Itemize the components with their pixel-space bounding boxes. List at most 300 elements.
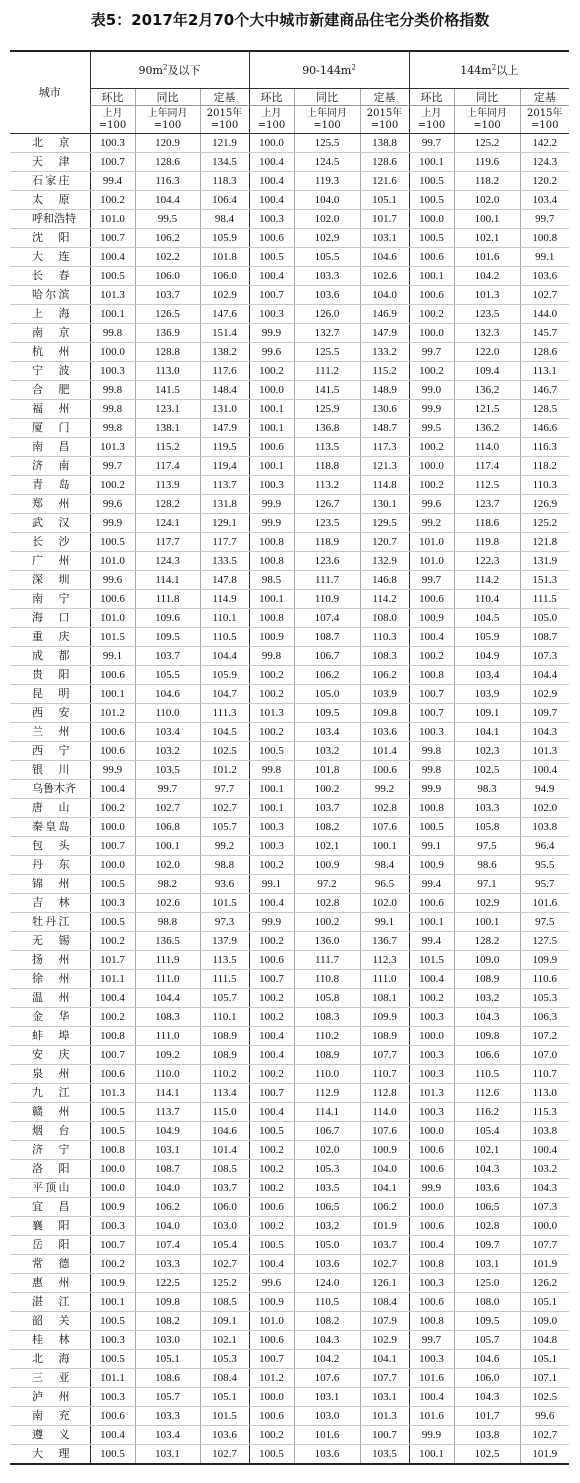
city-name: 洛 阳 (10, 1160, 90, 1179)
index-value: 141.5 (135, 381, 200, 400)
index-value: 106.2 (294, 666, 360, 685)
index-value: 97.3 (200, 913, 249, 932)
index-value: 100.3 (249, 818, 294, 837)
index-value: 132.7 (294, 324, 360, 343)
index-value: 99.1 (520, 248, 569, 267)
index-value: 138.8 (360, 134, 409, 153)
index-value: 105.4 (454, 1122, 520, 1141)
city-name: 南 充 (10, 1407, 90, 1426)
index-value: 101.0 (90, 609, 135, 628)
index-value: 99.1 (249, 875, 294, 894)
table-row (10, 1388, 569, 1407)
table-row (10, 533, 569, 552)
index-value: 99.9 (90, 514, 135, 533)
index-value: 101.9 (360, 1217, 409, 1236)
index-value: 126.7 (294, 495, 360, 514)
table-row (10, 1445, 569, 1465)
index-value: 116.3 (135, 172, 200, 191)
index-value: 112.9 (294, 1084, 360, 1103)
index-value: 120.2 (520, 172, 569, 191)
index-value: 99.1 (90, 647, 135, 666)
index-value: 136.2 (454, 381, 520, 400)
index-value: 95.7 (520, 875, 569, 894)
city-name: 西 宁 (10, 742, 90, 761)
index-value: 100.0 (409, 1198, 454, 1217)
index-value: 106.0 (454, 1369, 520, 1388)
index-value: 100.3 (409, 1065, 454, 1084)
index-value: 102.1 (454, 229, 520, 248)
index-value: 99.7 (520, 210, 569, 229)
index-value: 105.0 (294, 685, 360, 704)
index-value: 106.5 (294, 1198, 360, 1217)
base-value: =100 (313, 119, 341, 131)
index-value: 100.1 (90, 1293, 135, 1312)
index-value: 100.4 (90, 248, 135, 267)
base-header (294, 106, 360, 134)
index-value: 101.7 (454, 1407, 520, 1426)
index-value: 102.3 (454, 742, 520, 761)
index-value: 151.4 (200, 324, 249, 343)
city-name: 石家庄 (10, 172, 90, 191)
index-value: 100.5 (90, 1445, 135, 1465)
index-value: 99.1 (409, 837, 454, 856)
index-value: 100.4 (249, 1255, 294, 1274)
index-value: 119.4 (200, 457, 249, 476)
sub-header: 环比 (409, 89, 454, 106)
index-value: 100.2 (249, 932, 294, 951)
index-value: 100.4 (249, 894, 294, 913)
table-row (10, 894, 569, 913)
index-value: 98.4 (360, 856, 409, 875)
city-name: 宁 波 (10, 362, 90, 381)
index-value: 104.2 (294, 1350, 360, 1369)
index-value: 103.1 (360, 1388, 409, 1407)
index-value: 103.7 (135, 647, 200, 666)
index-value: 99.8 (90, 419, 135, 438)
index-value: 100.5 (90, 1122, 135, 1141)
city-name: 大 连 (10, 248, 90, 267)
base-label: 2015年 (527, 107, 563, 119)
index-value: 103.7 (294, 799, 360, 818)
index-value: 108.3 (294, 1008, 360, 1027)
table-row (10, 343, 569, 362)
index-value: 118.9 (294, 533, 360, 552)
index-value: 104.6 (200, 1122, 249, 1141)
index-value: 100.8 (409, 799, 454, 818)
index-value: 117.7 (135, 533, 200, 552)
index-value: 131.8 (200, 495, 249, 514)
index-value: 100.6 (249, 229, 294, 248)
base-header (249, 106, 294, 134)
index-value: 99.2 (360, 780, 409, 799)
index-value: 100.2 (409, 305, 454, 324)
index-value: 128.6 (135, 153, 200, 172)
city-name: 九 江 (10, 1084, 90, 1103)
index-value: 104.9 (454, 647, 520, 666)
index-value: 100.5 (409, 818, 454, 837)
base-value: =100 (370, 119, 399, 131)
index-value: 113.2 (294, 476, 360, 495)
index-value: 100.1 (249, 419, 294, 438)
index-value: 108.0 (454, 1293, 520, 1312)
index-value: 102.9 (360, 1331, 409, 1350)
table-row (10, 932, 569, 951)
index-value: 99.9 (409, 400, 454, 419)
index-value: 103.6 (294, 1445, 360, 1465)
index-value: 103.4 (294, 723, 360, 742)
index-value: 104.3 (454, 1008, 520, 1027)
index-value: 107.4 (135, 1236, 200, 1255)
index-value: 101.3 (454, 286, 520, 305)
index-value: 109.1 (454, 704, 520, 723)
index-value: 100.5 (249, 1445, 294, 1465)
index-value: 108.4 (360, 1293, 409, 1312)
index-value: 99.6 (90, 571, 135, 590)
index-value: 100.7 (249, 970, 294, 989)
index-value: 100.4 (249, 1103, 294, 1122)
index-value: 113.7 (200, 476, 249, 495)
base-header (135, 106, 200, 134)
index-value: 104.5 (454, 609, 520, 628)
index-value: 134.5 (200, 153, 249, 172)
index-value: 136.7 (360, 932, 409, 951)
base-label: 上年同月 (147, 107, 188, 119)
index-value: 104.3 (454, 1388, 520, 1407)
index-value: 97.2 (294, 875, 360, 894)
index-value: 100.4 (249, 1046, 294, 1065)
index-value: 100.4 (409, 970, 454, 989)
index-value: 100.0 (249, 1388, 294, 1407)
index-value: 100.3 (90, 894, 135, 913)
index-value: 100.2 (409, 362, 454, 381)
index-value: 112.3 (360, 951, 409, 970)
index-value: 100.4 (90, 989, 135, 1008)
sub-header: 环比 (249, 89, 294, 106)
index-value: 100.2 (249, 989, 294, 1008)
city-name: 赣 州 (10, 1103, 90, 1122)
index-value: 148.4 (200, 381, 249, 400)
table-row (10, 286, 569, 305)
table-row (10, 628, 569, 647)
index-value: 100.5 (90, 1350, 135, 1369)
base-header (360, 106, 409, 134)
index-value: 100.2 (90, 476, 135, 495)
index-value: 104.0 (360, 1160, 409, 1179)
index-value: 125.0 (454, 1274, 520, 1293)
index-value: 100.4 (249, 153, 294, 172)
index-value: 98.8 (135, 913, 200, 932)
city-name: 襄 阳 (10, 1217, 90, 1236)
index-value: 146.7 (520, 381, 569, 400)
index-value: 100.5 (409, 191, 454, 210)
city-name: 秦皇岛 (10, 818, 90, 837)
index-value: 99.8 (249, 647, 294, 666)
index-value: 104.2 (454, 267, 520, 286)
index-value: 103.0 (294, 1407, 360, 1426)
index-value: 100.2 (249, 362, 294, 381)
index-value: 99.9 (249, 495, 294, 514)
index-value: 123.5 (454, 305, 520, 324)
index-value: 106.2 (360, 666, 409, 685)
index-value: 100.1 (409, 913, 454, 932)
index-value: 100.2 (90, 1255, 135, 1274)
city-name: 遵 义 (10, 1426, 90, 1445)
base-value: =100 (473, 119, 501, 131)
index-value: 104.1 (360, 1350, 409, 1369)
index-value: 99.2 (409, 514, 454, 533)
index-value: 100.5 (249, 1236, 294, 1255)
index-value: 103.6 (294, 1255, 360, 1274)
index-value: 100.9 (249, 1293, 294, 1312)
index-value: 100.3 (249, 476, 294, 495)
index-value: 107.3 (520, 647, 569, 666)
index-value: 100.2 (294, 913, 360, 932)
index-value: 99.9 (249, 324, 294, 343)
index-value: 105.5 (135, 666, 200, 685)
index-value: 126.1 (360, 1274, 409, 1293)
index-value: 104.3 (454, 1160, 520, 1179)
index-value: 100.0 (90, 856, 135, 875)
table-row (10, 1198, 569, 1217)
index-value: 109.6 (135, 609, 200, 628)
city-name: 温 州 (10, 989, 90, 1008)
index-value: 105.1 (135, 1350, 200, 1369)
city-name: 常 德 (10, 1255, 90, 1274)
index-value: 104.3 (520, 723, 569, 742)
index-value: 105.5 (294, 248, 360, 267)
index-value: 100.0 (409, 1027, 454, 1046)
index-value: 131.0 (200, 400, 249, 419)
index-value: 136.8 (294, 419, 360, 438)
index-value: 121.8 (520, 533, 569, 552)
index-value: 101.3 (409, 1084, 454, 1103)
index-value: 106.5 (454, 1198, 520, 1217)
index-value: 131.9 (520, 552, 569, 571)
index-value: 100.6 (249, 438, 294, 457)
index-value: 105.8 (454, 818, 520, 837)
index-value: 100.3 (90, 1388, 135, 1407)
index-value: 103.1 (454, 1255, 520, 1274)
city-name: 天 津 (10, 153, 90, 172)
index-value: 107.0 (520, 1046, 569, 1065)
index-value: 99.5 (409, 419, 454, 438)
index-value: 103.2 (294, 1217, 360, 1236)
index-value: 102.7 (200, 1255, 249, 1274)
index-value: 117.7 (200, 533, 249, 552)
index-value: 99.8 (90, 381, 135, 400)
index-value: 107.3 (520, 1198, 569, 1217)
index-value: 111.0 (135, 970, 200, 989)
index-value: 100.8 (520, 229, 569, 248)
index-value: 104.6 (360, 248, 409, 267)
index-value: 110.0 (294, 1065, 360, 1084)
index-value: 100.2 (249, 1160, 294, 1179)
index-value: 100.6 (409, 1293, 454, 1312)
index-value: 111.0 (135, 1027, 200, 1046)
table-row (10, 1274, 569, 1293)
index-value: 101.4 (200, 1141, 249, 1160)
index-value: 101.0 (409, 552, 454, 571)
index-value: 110.1 (200, 1008, 249, 1027)
index-value: 121.5 (454, 400, 520, 419)
index-value: 103.0 (200, 1217, 249, 1236)
index-value: 105.7 (200, 989, 249, 1008)
index-value: 100.9 (294, 856, 360, 875)
index-value: 103.5 (360, 1445, 409, 1465)
index-value: 105.9 (200, 666, 249, 685)
table-row (10, 970, 569, 989)
index-value: 102.5 (454, 1445, 520, 1465)
group-header-small: $90m^2$及以下 (90, 51, 249, 89)
index-value: 108.7 (135, 1160, 200, 1179)
index-value: 100.6 (90, 723, 135, 742)
index-value: 107.7 (360, 1046, 409, 1065)
index-value: 122.3 (454, 552, 520, 571)
base-label: 上月 (261, 107, 282, 119)
table-row (10, 324, 569, 343)
index-value: 108.0 (360, 609, 409, 628)
index-value: 100.4 (520, 761, 569, 780)
city-name: 韶 关 (10, 1312, 90, 1331)
city-name: 兰 州 (10, 723, 90, 742)
index-value: 101.3 (360, 1407, 409, 1426)
index-value: 104.1 (360, 1179, 409, 1198)
index-value: 110.0 (135, 704, 200, 723)
index-value: 102.0 (135, 856, 200, 875)
index-value: 106.7 (294, 1122, 360, 1141)
city-name: 安 庆 (10, 1046, 90, 1065)
index-value: 111.5 (200, 970, 249, 989)
city-name: 昆 明 (10, 685, 90, 704)
index-value: 123.6 (294, 552, 360, 571)
index-value: 104.8 (520, 1331, 569, 1350)
city-name: 济 南 (10, 457, 90, 476)
index-value: 109.8 (454, 1027, 520, 1046)
index-value: 104.5 (200, 723, 249, 742)
index-value: 99.6 (520, 1407, 569, 1426)
index-value: 101.0 (409, 533, 454, 552)
index-value: 113.1 (520, 362, 569, 381)
city-name: 岳 阳 (10, 1236, 90, 1255)
index-value: 100.7 (90, 1046, 135, 1065)
index-value: 113.0 (135, 362, 200, 381)
table-row (10, 134, 569, 153)
index-value: 125.5 (294, 134, 360, 153)
index-value: 120.9 (135, 134, 200, 153)
index-value: 115.2 (360, 362, 409, 381)
city-name: 西 安 (10, 704, 90, 723)
index-value: 99.5 (135, 210, 200, 229)
index-value: 102.1 (454, 1141, 520, 1160)
index-value: 100.1 (135, 837, 200, 856)
sub-header: 同比 (454, 89, 520, 106)
city-name: 平顶山 (10, 1179, 90, 1198)
city-name: 包 头 (10, 837, 90, 856)
index-value: 98.8 (200, 856, 249, 875)
index-value: 105.8 (294, 989, 360, 1008)
table-row (10, 1369, 569, 1388)
base-label: 上年同月 (467, 107, 507, 119)
index-value: 130.1 (360, 495, 409, 514)
index-value: 105.1 (360, 191, 409, 210)
base-label: 上月 (421, 107, 442, 119)
city-name: 北 京 (10, 134, 90, 153)
index-value: 107.6 (360, 818, 409, 837)
index-value: 100.3 (409, 1008, 454, 1027)
index-value: 107.1 (520, 1369, 569, 1388)
index-value: 100.2 (409, 438, 454, 457)
index-value: 100.9 (90, 1198, 135, 1217)
index-value: 100.3 (409, 1103, 454, 1122)
index-value: 137.9 (200, 932, 249, 951)
index-value: 100.4 (409, 1236, 454, 1255)
index-value: 104.4 (520, 666, 569, 685)
index-value: 100.6 (249, 1198, 294, 1217)
table-row (10, 476, 569, 495)
table-row (10, 1084, 569, 1103)
index-value: 100.3 (90, 134, 135, 153)
city-name: 南 宁 (10, 590, 90, 609)
index-value: 101.1 (90, 1369, 135, 1388)
city-name: 无 锡 (10, 932, 90, 951)
index-value: 100.3 (409, 1350, 454, 1369)
index-value: 100.1 (409, 153, 454, 172)
index-value: 104.0 (135, 1217, 200, 1236)
index-value: 136.0 (294, 932, 360, 951)
index-value: 128.6 (360, 153, 409, 172)
index-value: 110.3 (520, 476, 569, 495)
table-row (10, 229, 569, 248)
index-value: 98.3 (454, 780, 520, 799)
index-value: 100.2 (90, 799, 135, 818)
index-value: 125.2 (454, 134, 520, 153)
index-value: 100.1 (360, 837, 409, 856)
index-value: 104.7 (200, 685, 249, 704)
index-value: 104.0 (135, 1179, 200, 1198)
index-value: 111.0 (360, 970, 409, 989)
city-name: 青 岛 (10, 476, 90, 495)
index-value: 126.2 (520, 1274, 569, 1293)
index-value: 100.4 (409, 1388, 454, 1407)
index-value: 125.9 (294, 400, 360, 419)
city-name: 合 肥 (10, 381, 90, 400)
index-value: 100.6 (409, 590, 454, 609)
table-row (10, 153, 569, 172)
index-value: 99.7 (409, 343, 454, 362)
index-value: 102.2 (135, 248, 200, 267)
index-value: 100.6 (249, 1407, 294, 1426)
city-name: 宜 昌 (10, 1198, 90, 1217)
table-row (10, 495, 569, 514)
index-value: 145.7 (520, 324, 569, 343)
index-value: 97.5 (454, 837, 520, 856)
index-value: 100.4 (90, 780, 135, 799)
city-name: 长 沙 (10, 533, 90, 552)
index-value: 129.1 (200, 514, 249, 533)
index-value: 105.3 (294, 1160, 360, 1179)
index-value: 99.0 (409, 381, 454, 400)
table-row (10, 590, 569, 609)
base-value: =100 (417, 119, 446, 131)
index-value: 100.4 (520, 1141, 569, 1160)
index-value: 102.1 (294, 837, 360, 856)
index-value: 136.9 (135, 324, 200, 343)
index-value: 101.9 (520, 1255, 569, 1274)
index-value: 100.6 (249, 951, 294, 970)
index-value: 106.4 (200, 191, 249, 210)
index-value: 100.1 (249, 457, 294, 476)
index-value: 109.7 (520, 704, 569, 723)
